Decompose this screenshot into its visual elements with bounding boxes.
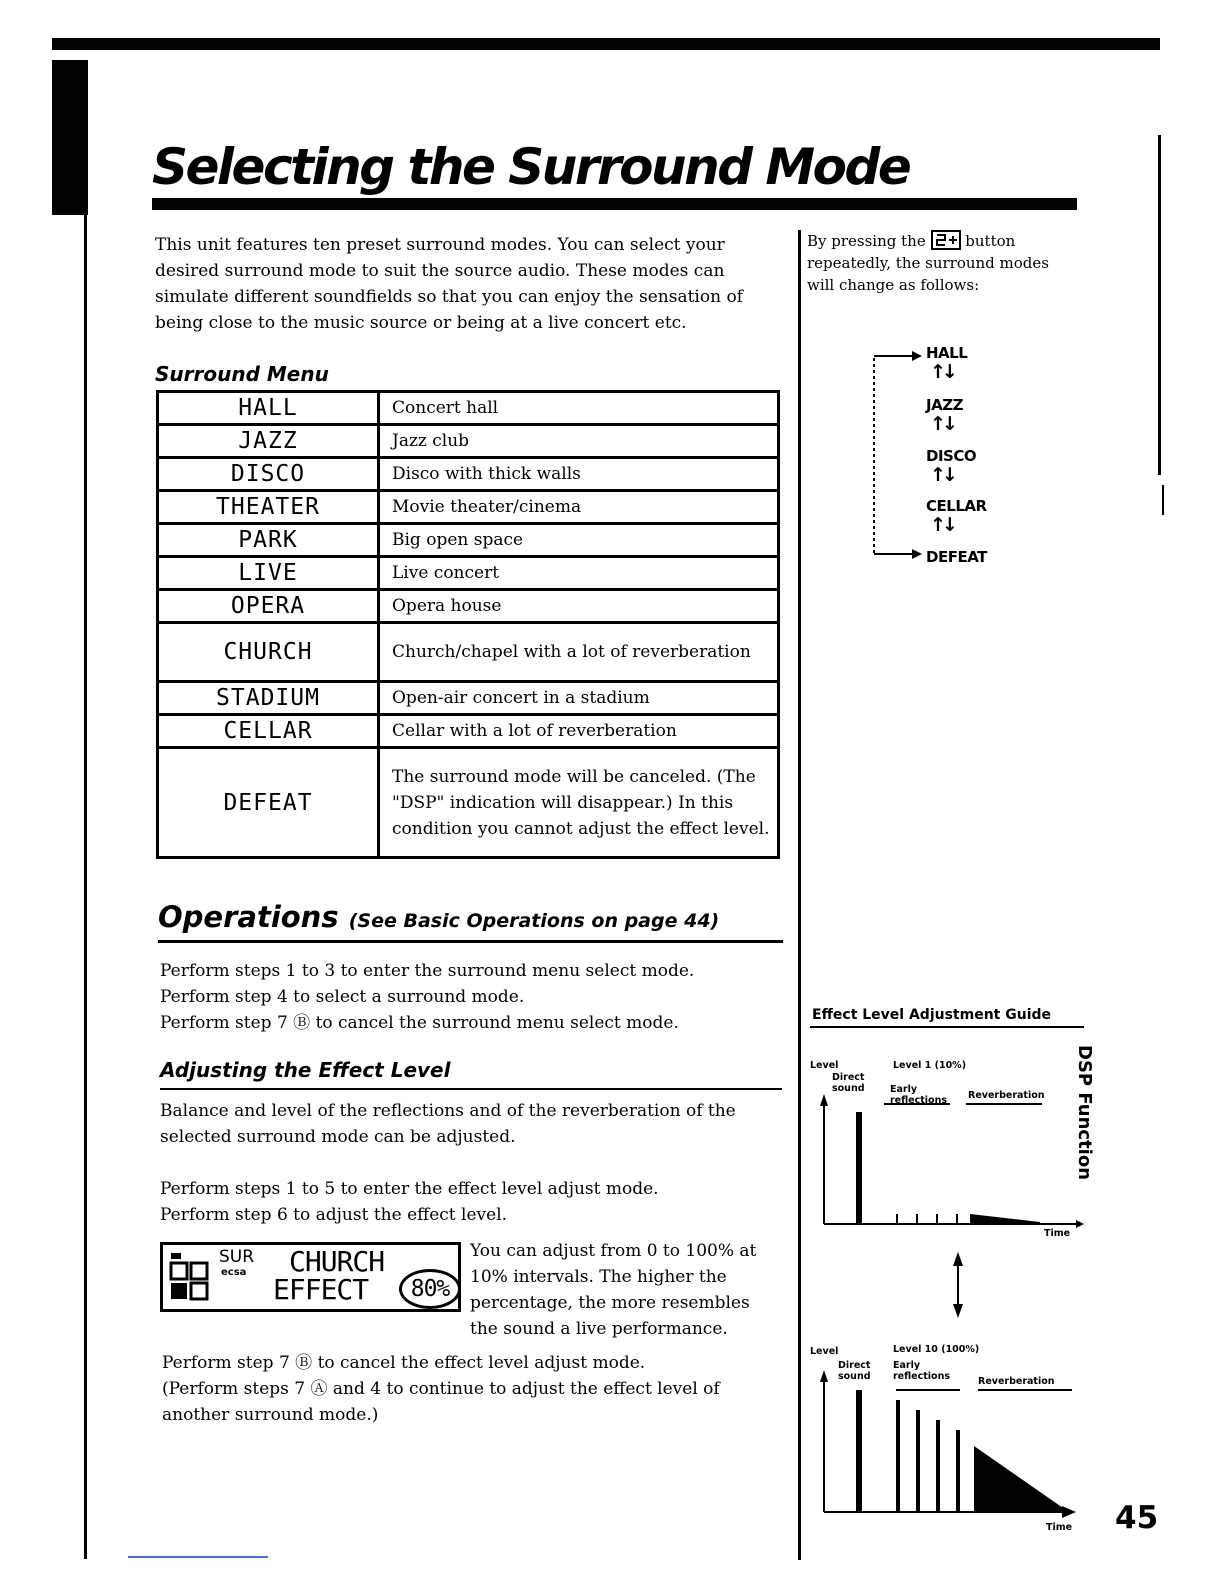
left-edge-bar [52, 60, 88, 215]
surround-menu-row [158, 557, 779, 590]
guide-title: Effect Level Adjustment Guide [812, 1007, 1052, 1023]
cycle-arrows-icon: ↑↓ [930, 514, 954, 536]
graph2-reverberation-label: Reverberation [978, 1376, 1055, 1387]
side-intro-before: By pressing the [807, 232, 926, 250]
graph1-time-axis-label: Time [1044, 1228, 1071, 1239]
adjusting-rule [160, 1088, 782, 1090]
operations-title: Operations [158, 900, 339, 934]
graph1-level-axis-label: Level [810, 1060, 839, 1071]
adjusting-steps [160, 1176, 780, 1228]
surround-mode-name: OPERA [158, 590, 379, 623]
lcd-mode-text: CHURCH [289, 1245, 385, 1278]
surround-mode-description: Church/chapel with a lot of reverberation [379, 623, 779, 682]
page-title: Selecting the Surround Mode [152, 138, 910, 196]
surround-mode-description: Disco with thick walls [379, 458, 779, 491]
speaker-grid-icon [169, 1251, 209, 1301]
surround-mode-name: JAZZ [158, 425, 379, 458]
adjust-step: Perform steps 1 to 5 to enter the effect level adjust mode. [160, 1179, 659, 1199]
graph2-time-axis-label: Time [1046, 1522, 1073, 1533]
cycle-loop-arrow [868, 344, 924, 566]
surround-mode-name: LIVE [158, 557, 379, 590]
guide-rule [810, 1026, 1084, 1028]
intro-paragraph: This unit features ten preset surround modes. You can select your desired surround mode to suit the source audio. These modes can simulate different soundfields so that you can enjoy the sensation of being close to the music source or being at a live concert etc. [155, 235, 743, 333]
surround-mode-description: Cellar with a lot of reverberation [379, 715, 779, 748]
surround-menu-row [158, 425, 779, 458]
cycle-arrows-icon: ↑↓ [930, 361, 954, 383]
surround-menu-row [158, 491, 779, 524]
cycle-mode-jazz: JAZZ [926, 396, 963, 414]
lcd-ecsa-label: ecsa [221, 1267, 247, 1278]
surround-menu-row [158, 623, 779, 682]
graph2-level-axis-label: Level [810, 1346, 839, 1357]
lcd-effect-value: 80% [399, 1269, 461, 1309]
adjusting-paragraph: Balance and level of the reflections and of the reverberation of the selected surround mode can be adjusted. [160, 1101, 736, 1147]
operations-heading [158, 900, 719, 934]
graph1-direct-sound-label: Direct sound [832, 1072, 865, 1094]
operation-step: Perform step 7 Ⓑ to cancel the surround menu select mode. [160, 1013, 679, 1033]
surround-menu-row [158, 458, 779, 491]
left-edge-line [84, 214, 87, 1559]
graph-level-10 [820, 1370, 1076, 1518]
graph2-direct-sound-label: Direct sound [838, 1360, 871, 1382]
surround-mode-name: CHURCH [158, 623, 379, 682]
graph1-reverberation-label: Reverberation [968, 1090, 1045, 1101]
surround-mode-name: DEFEAT [158, 748, 379, 858]
cycle-arrows-icon: ↑↓ [930, 413, 954, 435]
surround-mode-name: THEATER [158, 491, 379, 524]
surround-mode-description: Opera house [379, 590, 779, 623]
surround-menu-row [158, 392, 779, 425]
footer-rule [128, 1556, 268, 1558]
lcd-sur-label: SUR [219, 1247, 255, 1267]
column-divider [798, 230, 801, 1560]
operations-steps [160, 958, 780, 1036]
cycle-mode-defeat: DEFEAT [926, 548, 987, 566]
adjust-cancel-step: Perform step 7 Ⓑ to cancel the effect level adjust mode. [162, 1353, 646, 1373]
effect-level-graphs [810, 1086, 1090, 1526]
graph1-level-label: Level 1 (10%) [893, 1060, 967, 1071]
title-rule [152, 198, 1077, 210]
right-edge-mark [1162, 485, 1164, 515]
adjust-cancel-steps [162, 1350, 782, 1428]
surround-mode-name: DISCO [158, 458, 379, 491]
surround-menu-row [158, 682, 779, 715]
adjust-step: Perform step 6 to adjust the effect level. [160, 1205, 508, 1225]
surround-menu-row [158, 590, 779, 623]
side-tab-label: DSP Function [1074, 1045, 1095, 1181]
graph2-level-label: Level 10 (100%) [893, 1344, 980, 1355]
surround-menu-table [156, 390, 780, 859]
adjust-direction-arrow [953, 1252, 963, 1318]
graph-level-1 [820, 1094, 1084, 1228]
surround-button-icon [931, 230, 961, 250]
page-number: 45 [1115, 1500, 1159, 1536]
surround-menu-row [158, 715, 779, 748]
surround-mode-description: Live concert [379, 557, 779, 590]
surround-mode-description: Open-air concert in a stadium [379, 682, 779, 715]
operation-step: Perform step 4 to select a surround mode. [160, 987, 525, 1007]
adjusting-heading: Adjusting the Effect Level [160, 1058, 451, 1082]
right-edge-line [1158, 135, 1161, 475]
surround-mode-description: Big open space [379, 524, 779, 557]
cycle-arrows-icon: ↑↓ [930, 464, 954, 486]
operations-reference: (See Basic Operations on page 44) [348, 910, 720, 932]
operation-step: Perform steps 1 to 3 to enter the surround menu select mode. [160, 961, 695, 981]
surround-mode-name: PARK [158, 524, 379, 557]
surround-mode-description: The surround mode will be canceled. (The "DSP" indication will disappear.) In this condition you cannot adjust the effect level. [379, 748, 779, 858]
surround-mode-description: Concert hall [379, 392, 779, 425]
surround-mode-description: Movie theater/cinema [379, 491, 779, 524]
adjust-cancel-note: (Perform steps 7 Ⓐ and 4 to continue to adjust the effect level of another surround mode.) [162, 1379, 720, 1425]
side-intro [807, 230, 1077, 296]
graph2-early-reflections-label: Early reflections [893, 1360, 950, 1382]
surround-mode-name: CELLAR [158, 715, 379, 748]
cycle-mode-hall: HALL [926, 344, 968, 362]
surround-menu-heading: Surround Menu [155, 362, 329, 386]
surround-mode-description: Jazz club [379, 425, 779, 458]
surround-menu-row [158, 524, 779, 557]
graph1-early-reflections-label: Early reflections [890, 1084, 947, 1106]
cycle-mode-disco: DISCO [926, 447, 977, 465]
surround-mode-name: STADIUM [158, 682, 379, 715]
surround-mode-name: HALL [158, 392, 379, 425]
lcd-effect-text: EFFECT [273, 1273, 369, 1306]
cycle-mode-cellar: CELLAR [926, 497, 987, 515]
surround-menu-row [158, 748, 779, 858]
lcd-display [160, 1242, 461, 1312]
side-intro-after: button repeatedly, the surround modes will change as follows: [807, 232, 1049, 294]
top-rule [52, 38, 1160, 50]
lcd-note: You can adjust from 0 to 100% at 10% intervals. The higher the percentage, the more resembles the sound a live performance. [470, 1241, 757, 1339]
operations-rule [158, 940, 783, 943]
